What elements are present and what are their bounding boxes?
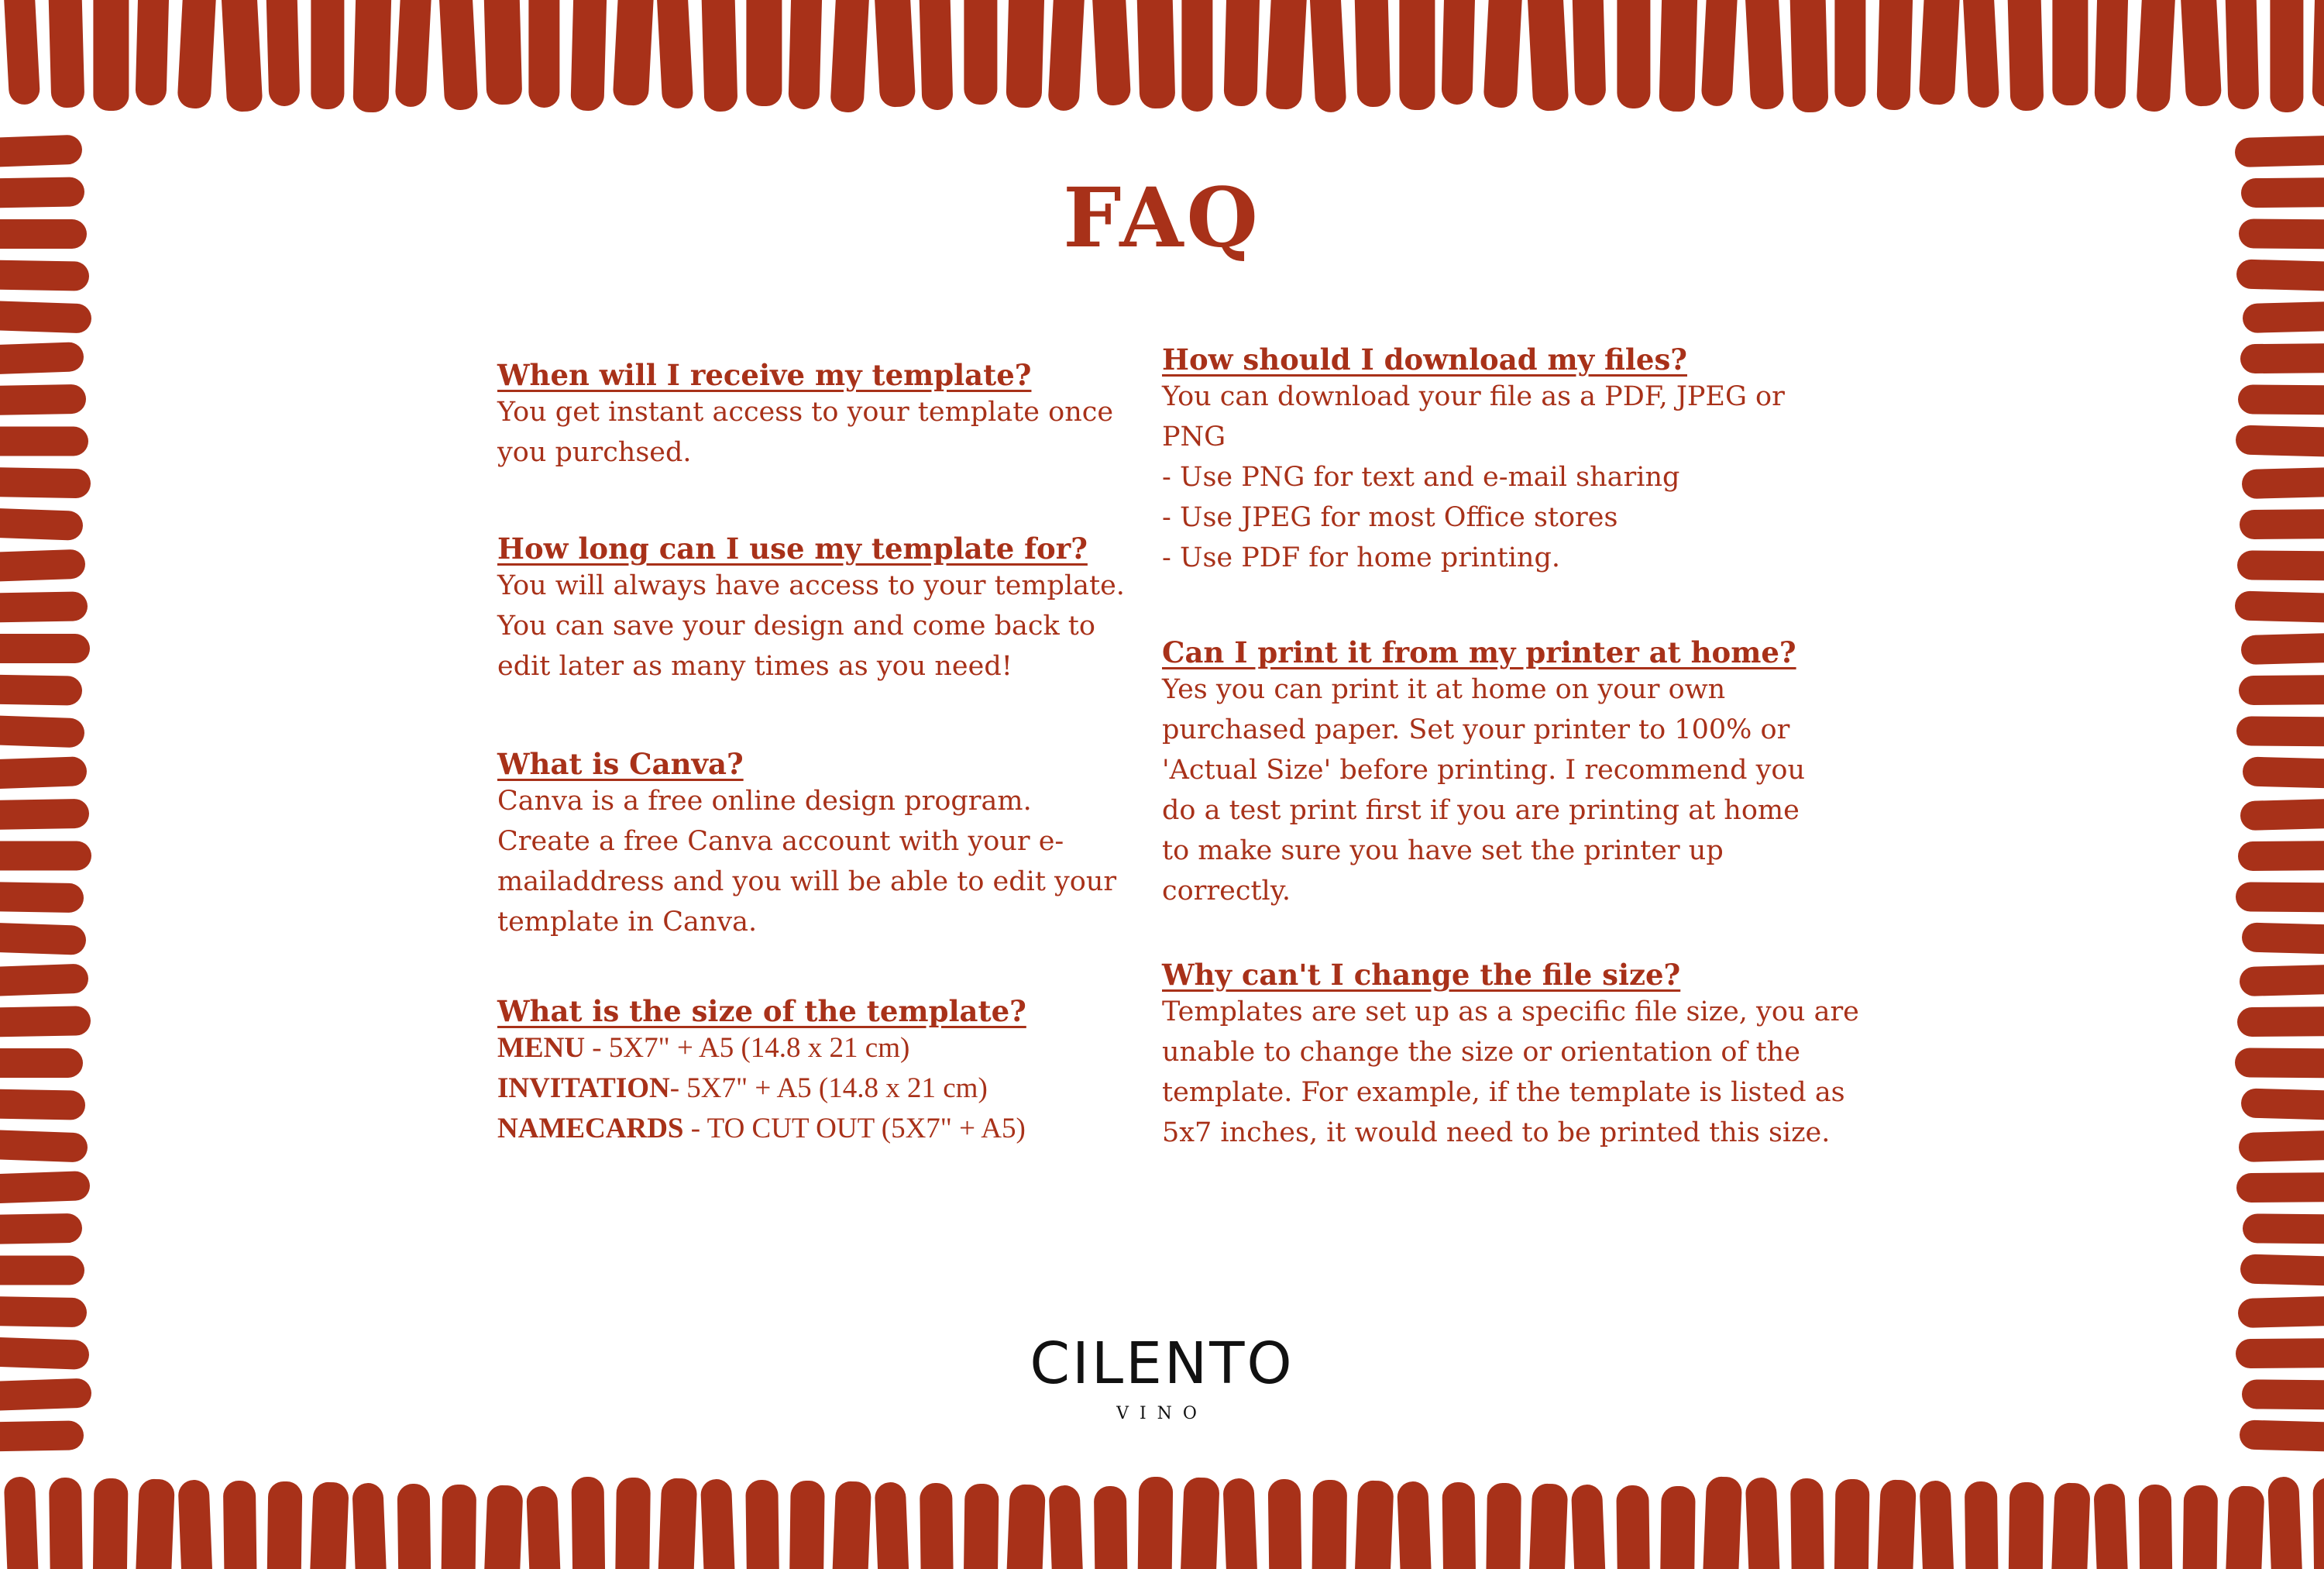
border-stroke — [0, 634, 90, 663]
border-stroke — [1268, 1479, 1302, 1569]
border-stroke — [2236, 716, 2324, 746]
border-stroke — [2139, 1485, 2173, 1569]
border-stroke — [1572, 0, 1606, 105]
border-stroke — [0, 591, 88, 622]
border-stroke — [1486, 1483, 1521, 1569]
border-stroke — [3, 0, 41, 105]
border-stroke — [1353, 1480, 1394, 1569]
size-line: INVITATION- 5X7" + A5 (14.8 x 21 cm) — [497, 1072, 988, 1104]
border-stroke — [2235, 135, 2324, 167]
border-stroke — [0, 342, 84, 375]
border-stroke — [1222, 1478, 1259, 1569]
faq-item — [497, 532, 1125, 686]
border-stroke — [1048, 1485, 1085, 1569]
faq-item — [1162, 342, 1867, 578]
border-stroke — [2238, 841, 2324, 871]
border-stroke — [2007, 0, 2044, 112]
border-stroke — [311, 0, 344, 109]
border-stroke — [2236, 259, 2324, 291]
border-stroke — [701, 0, 738, 112]
answer-line: to make sure you have set the printer up — [1162, 835, 1724, 866]
faq-item — [497, 747, 1125, 942]
border-stroke — [830, 0, 870, 113]
border-stroke — [1094, 1486, 1128, 1569]
faq-question: How long can I use my template for? — [497, 532, 1088, 566]
border-stroke — [2240, 1419, 2324, 1452]
border-stroke — [2180, 0, 2223, 107]
border-stroke — [2312, 0, 2324, 108]
border-stroke — [2235, 1048, 2324, 1078]
border-stroke — [1136, 0, 1175, 109]
border-stroke — [656, 0, 694, 109]
faq-question: Why can't I change the file size? — [1162, 958, 1681, 992]
border-stroke — [397, 1484, 431, 1569]
faq-item — [497, 358, 1125, 473]
border-stroke — [875, 1481, 911, 1569]
border-stroke — [0, 1006, 91, 1037]
border-stroke — [4, 1476, 40, 1569]
border-stroke — [2236, 882, 2324, 912]
faq-item — [1162, 635, 1867, 911]
border-stroke — [1965, 1481, 1999, 1569]
border-stroke — [0, 1130, 88, 1163]
border-stroke — [657, 1478, 698, 1569]
border-stroke — [528, 0, 559, 108]
answer-line: You get instant access to your template once — [497, 397, 1114, 428]
answer-line: Templates are set up as a specific file size, you are — [1162, 996, 1859, 1027]
border-stroke — [0, 1089, 85, 1120]
border-stroke — [1047, 0, 1085, 112]
faq-question: When will I receive my template? — [497, 358, 1032, 392]
border-stroke — [2240, 798, 2324, 831]
border-stroke — [789, 1481, 824, 1569]
border-stroke — [2052, 0, 2088, 105]
border-stroke — [1223, 0, 1260, 107]
border-stroke — [266, 1481, 302, 1569]
border-stroke — [1179, 1477, 1220, 1569]
answer-line: do a test print first if you are printing at home — [1162, 795, 1800, 826]
answer-line: 5x7 inches, it would need to be printed this size. — [1162, 1117, 1831, 1148]
border-stroke — [2238, 384, 2324, 415]
faq-answer — [1162, 992, 1867, 1153]
answer-line: 'Actual Size' before printing. I recommend you — [1162, 755, 1806, 786]
border-stroke — [526, 1485, 562, 1569]
page-title: FAQ — [1063, 169, 1261, 266]
border-stroke — [1659, 0, 1698, 112]
border-stroke — [1745, 1477, 1782, 1569]
border-stroke — [2243, 756, 2324, 789]
border-stroke — [2241, 1088, 2324, 1120]
border-stroke — [1442, 1482, 1476, 1569]
border-stroke — [2224, 1485, 2265, 1569]
faq-question: What is the size of the template? — [497, 994, 1026, 1028]
faq-answer — [1162, 669, 1867, 911]
border-stroke — [134, 1478, 175, 1569]
answer-line: template in Canva. — [497, 907, 758, 938]
border-stroke — [1659, 1486, 1695, 1569]
border-stroke — [874, 0, 916, 108]
border-stroke — [1312, 1480, 1347, 1569]
faq-question: What is Canva? — [497, 747, 744, 781]
border-stroke — [48, 0, 84, 108]
border-stroke — [570, 0, 607, 112]
border-stroke — [2267, 1476, 2304, 1569]
faq-item — [1162, 958, 1867, 1153]
border-stroke — [1181, 0, 1212, 112]
border-stroke — [2235, 590, 2324, 623]
border-stroke — [2242, 922, 2324, 955]
border-stroke — [1617, 0, 1650, 108]
border-stroke — [0, 963, 89, 996]
border-stroke — [2238, 1295, 2324, 1328]
border-stroke — [1834, 1479, 1869, 1569]
border-stroke — [830, 1481, 871, 1569]
answer-line: purchased paper. Set your printer to 100% or — [1162, 714, 1790, 745]
border-stroke — [1397, 1481, 1433, 1569]
border-stroke — [0, 1378, 92, 1411]
faq-item — [497, 994, 1125, 1149]
border-stroke — [0, 1420, 84, 1451]
border-stroke — [700, 1478, 737, 1569]
border-stroke — [2312, 1478, 2324, 1569]
answer-line: you purchsed. — [497, 437, 692, 468]
border-stroke — [2239, 1130, 2324, 1162]
border-stroke — [223, 1481, 257, 1569]
border-stroke — [1789, 0, 1829, 113]
border-stroke — [0, 384, 86, 415]
answer-line: template. For example, if the template is listed as — [1162, 1077, 1845, 1108]
answer-line: You will always have access to your template. — [497, 570, 1125, 601]
border-stroke — [483, 0, 522, 105]
border-stroke — [1137, 1477, 1173, 1569]
border-stroke — [1308, 0, 1346, 113]
faq-question: Can I print it from my printer at home? — [1162, 635, 1796, 669]
border-stroke — [788, 0, 822, 109]
border-stroke — [0, 1048, 83, 1078]
border-stroke — [1834, 0, 1865, 107]
border-stroke — [1006, 0, 1044, 108]
border-stroke — [177, 0, 217, 109]
answer-line: PNG — [1162, 421, 1226, 452]
border-stroke — [0, 300, 92, 333]
border-stroke — [441, 1485, 476, 1569]
border-stroke — [2240, 509, 2324, 539]
border-stroke — [394, 0, 432, 108]
border-stroke — [1441, 0, 1475, 105]
border-stroke — [352, 0, 392, 113]
answer-line: You can download your file as a PDF, JPEG or — [1162, 381, 1785, 412]
border-stroke — [1616, 1485, 1650, 1569]
border-stroke — [1571, 1484, 1607, 1569]
border-stroke — [2008, 1482, 2044, 1569]
border-stroke — [352, 1482, 388, 1569]
border-stroke — [177, 1479, 214, 1569]
faq-answer — [497, 1028, 1125, 1149]
border-stroke — [2241, 632, 2324, 665]
border-stroke — [2236, 1172, 2324, 1203]
border-stroke — [964, 0, 997, 105]
border-stroke — [92, 1478, 128, 1569]
answer-line: edit later as many times as you need! — [497, 651, 1012, 682]
border-stroke — [1701, 1476, 1742, 1569]
border-stroke — [1919, 0, 1961, 105]
border-stroke — [963, 1484, 999, 1569]
border-stroke — [1876, 0, 1913, 111]
border-stroke — [0, 715, 85, 748]
border-stroke — [1005, 1484, 1046, 1569]
border-stroke — [0, 135, 83, 168]
answer-line: - Use PNG for text and e-mail sharing — [1162, 462, 1680, 493]
border-stroke — [0, 922, 87, 955]
answer-line: correctly. — [1162, 876, 1291, 907]
border-stroke — [746, 0, 782, 106]
answer-line: Canva is a free online design program. — [497, 786, 1032, 817]
border-stroke — [0, 1171, 91, 1204]
border-stroke — [745, 1480, 779, 1569]
answer-line: - Use JPEG for most Office stores — [1162, 502, 1618, 533]
border-stroke — [2094, 0, 2128, 108]
faq-answer — [497, 781, 1125, 942]
border-stroke — [0, 1337, 90, 1370]
faq-question: How should I download my files? — [1162, 342, 1687, 377]
border-stroke — [438, 0, 479, 111]
size-line: MENU - 5X7" + A5 (14.8 x 21 cm) — [497, 1032, 910, 1064]
answer-line: Create a free Canva account with your e- — [497, 826, 1064, 857]
border-stroke — [2240, 1254, 2324, 1286]
border-stroke — [0, 508, 84, 541]
border-stroke — [0, 1213, 82, 1244]
border-stroke — [1399, 0, 1435, 110]
border-stroke — [0, 882, 84, 913]
answer-line: mailaddress and you will be able to edit your — [497, 866, 1117, 897]
size-line: NAMECARDS - TO CUT OUT (5X7" + A5) — [497, 1113, 1026, 1144]
border-stroke — [135, 0, 169, 105]
border-stroke — [0, 549, 86, 583]
border-stroke — [2050, 1482, 2091, 1569]
border-stroke — [2225, 0, 2259, 109]
border-stroke — [2242, 1379, 2324, 1409]
border-stroke — [1483, 0, 1523, 108]
border-stroke — [0, 674, 82, 705]
border-stroke — [1528, 1483, 1569, 1569]
border-stroke — [1265, 0, 1308, 110]
border-stroke — [308, 1481, 349, 1569]
border-stroke — [1092, 0, 1132, 106]
faq-answer — [497, 566, 1125, 686]
border-stroke — [0, 756, 88, 790]
border-stroke — [93, 0, 129, 111]
border-stroke — [483, 1485, 524, 1569]
border-stroke — [2136, 0, 2176, 112]
border-stroke — [266, 0, 300, 106]
border-stroke — [2270, 0, 2303, 112]
border-stroke — [2243, 301, 2324, 333]
faq-answer — [497, 392, 1125, 473]
answer-line: Yes you can print it at home on your own — [1162, 674, 1726, 705]
border-stroke — [2239, 675, 2324, 705]
border-stroke — [0, 427, 88, 456]
border-stroke — [0, 260, 89, 291]
border-stroke — [1790, 1478, 1824, 1569]
border-stroke — [1962, 0, 2000, 108]
border-stroke — [0, 467, 91, 499]
faq-answer — [1162, 377, 1867, 578]
border-stroke — [2093, 1483, 2130, 1569]
answer-line: unable to change the size or orientation of the — [1162, 1037, 1800, 1068]
border-stroke — [0, 1256, 84, 1285]
border-stroke — [2240, 964, 2324, 996]
border-stroke — [2237, 550, 2324, 580]
border-stroke — [49, 1478, 83, 1569]
answer-line: You can save your design and come back to — [497, 611, 1095, 642]
brand-name: CILENTO — [1030, 1330, 1294, 1397]
border-stroke — [612, 0, 655, 106]
border-stroke — [2240, 343, 2324, 373]
border-stroke — [2236, 1338, 2324, 1368]
brand-logo — [1007, 1330, 1317, 1433]
border-stroke — [1354, 0, 1391, 108]
border-stroke — [0, 1296, 87, 1327]
border-stroke — [1527, 0, 1569, 112]
border-stroke — [220, 0, 263, 112]
border-stroke — [2236, 425, 2324, 457]
brand-subtitle: VINO — [1116, 1404, 1208, 1423]
border-stroke — [1745, 0, 1785, 110]
border-stroke — [1875, 1479, 1917, 1569]
border-stroke — [571, 1477, 605, 1569]
border-stroke — [2182, 1485, 2218, 1569]
border-stroke — [1919, 1480, 1955, 1569]
border-stroke — [2242, 466, 2324, 499]
border-stroke — [920, 1483, 954, 1569]
border-stroke — [1700, 0, 1738, 107]
border-stroke — [0, 841, 91, 871]
border-stroke — [0, 799, 89, 831]
border-stroke — [615, 1478, 651, 1569]
answer-line: - Use PDF for home printing. — [1162, 542, 1560, 573]
border-stroke — [2237, 1006, 2324, 1037]
border-stroke — [919, 0, 953, 110]
border-stroke — [2243, 1213, 2324, 1244]
